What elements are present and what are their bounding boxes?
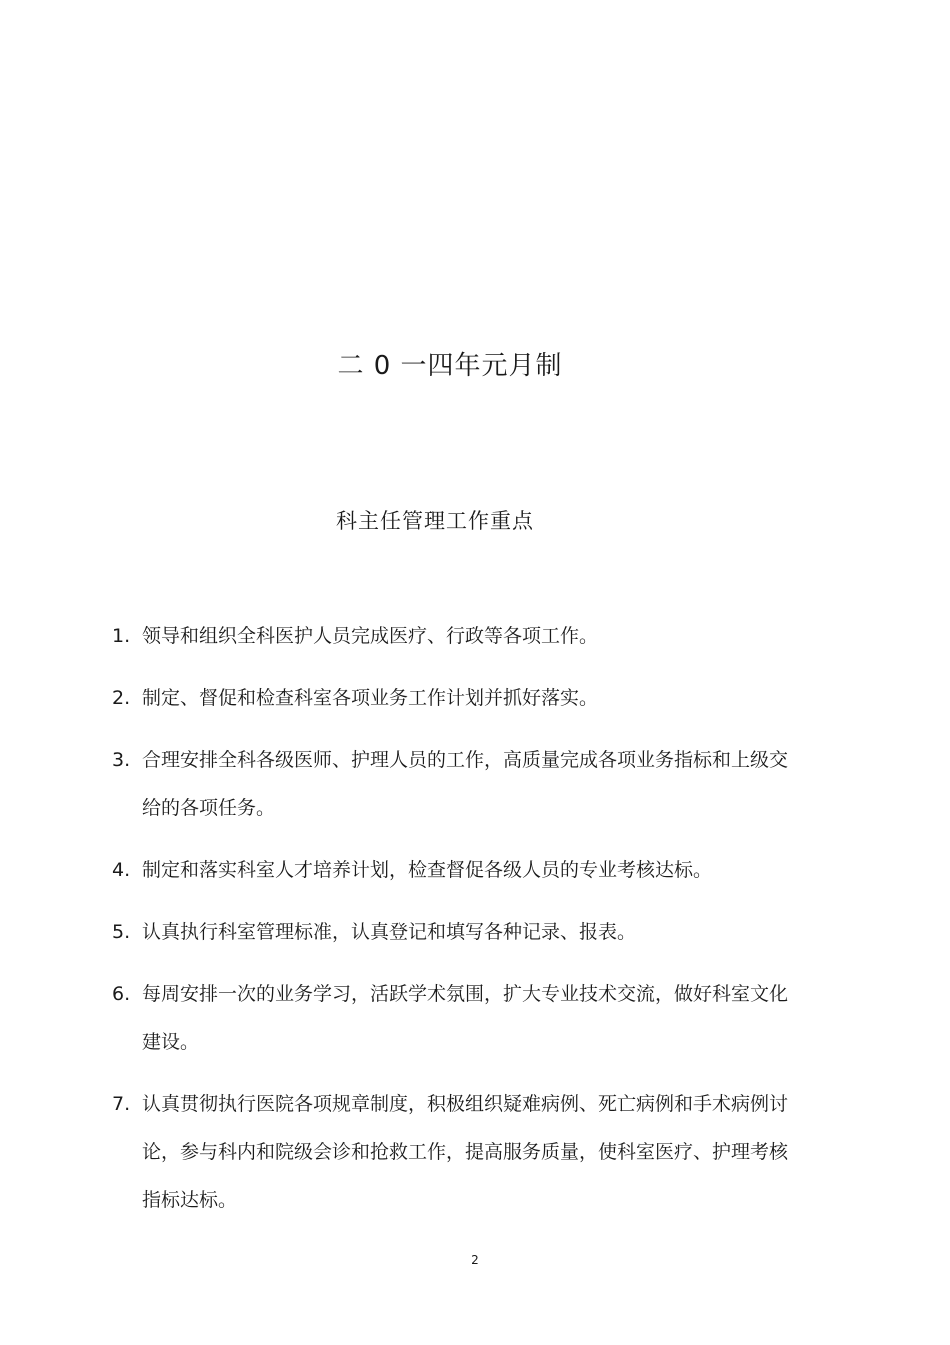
item-number: 3. <box>112 749 131 771</box>
item-number: 5. <box>112 921 131 943</box>
document-title: 科主任管理工作重点 <box>336 509 534 533</box>
duty-list <box>112 612 802 1238</box>
item-number: 2. <box>112 687 131 709</box>
item-text: 认真贯彻执行医院各项规章制度，积极组织疑难病例、死亡病例和手术病例讨论，参与科内和院级会诊和抢救工作，提高服务质量，使科室医疗、护理考核指标达标。 <box>142 1093 789 1211</box>
list-item <box>112 1080 802 1224</box>
list-item <box>112 612 802 660</box>
item-number: 4. <box>112 859 131 881</box>
item-text: 每周安排一次的业务学习，活跃学术氛围，扩大专业技术交流，做好科室文化建设。 <box>142 983 789 1053</box>
list-item <box>112 970 802 1066</box>
item-text: 制定、督促和检查科室各项业务工作计划并抓好落实。 <box>142 687 599 709</box>
item-text: 合理安排全科各级医师、护理人员的工作，高质量完成各项业务指标和上级交给的各项任务。 <box>142 749 789 819</box>
list-item <box>112 846 802 894</box>
item-text: 制定和落实科室人才培养计划，检查督促各级人员的专业考核达标。 <box>142 859 713 881</box>
item-number: 6. <box>112 983 131 1005</box>
page-number: 2 <box>471 1253 479 1267</box>
item-text: 领导和组织全科医护人员完成医疗、行政等各项工作。 <box>142 625 599 647</box>
date-line: 二 0 一四年元月制 <box>337 351 563 381</box>
list-item <box>112 674 802 722</box>
list-item <box>112 736 802 832</box>
item-text: 认真执行科室管理标准，认真登记和填写各种记录、报表。 <box>142 921 637 943</box>
item-number: 1. <box>112 625 131 647</box>
list-item <box>112 908 802 956</box>
item-number: 7. <box>112 1093 131 1115</box>
